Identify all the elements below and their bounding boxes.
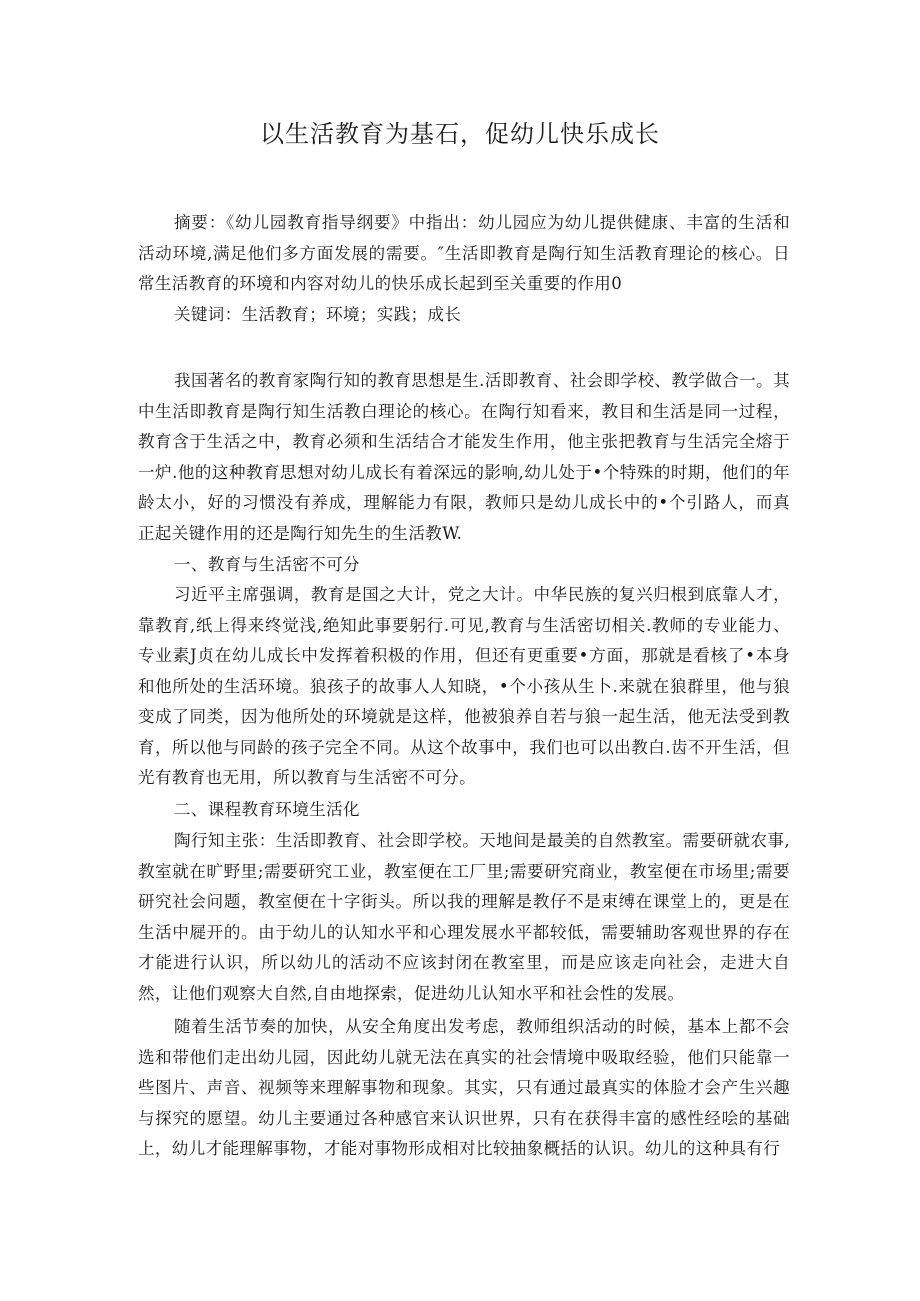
keywords-line: 关键词：生活教育；环境；实践；成长 (174, 305, 462, 324)
section1-paragraph: 习近平主席强调，教育是国之大计，党之大计。中华民族的复兴归根到底靠人才，靠教育,纸上得来终觉浅,绝知此事要躬行.可见,教育与生活密切相关.教师的专业能力、专业素J贞在幼儿成长中发挥着积极的作用，但还有更重要•方面，那就是看核了•本身和他所处的生活环境。狼孩子的故事人人知晓，•个小孩从生卜.来就在狼群里，他与狼变成了同类，因为他所处的环境就是这样，他被狼养自若与狼一起生活，他无法受到教育，所以他与同龄的孩子完全不同。从这个故事中，我们也可以出教白.齿不开生活，但光有教育也无用，所以教育与生活密不可分。 (138, 585, 790, 787)
section-heading-2: 二、课程教育环境生活化 (174, 800, 360, 819)
intro-paragraph: 我国著名的教育家陶行知的教育思想是生.活即教育、社会即学校、教学做合一。其中生活即教育是陶行知生活教白理论的核心。在陶行知看来，教目和生活是同一过程，教育含于生活之中，教育必须和生活结合才能发生作用，他主张把教育与生活完全熔于一炉.他的这种教育思想对幼儿成长有着深远的影响,幼儿处于•个特殊的时期，他们的年龄太小，好的习惯没有养成，理解能力有限，教师只是幼儿成长中的•个引路人，而真正起关键作用的还是陶行知先生的生活教W. (138, 371, 790, 543)
section2-paragraph-2: 随着生活节奏的加快，从安全角度出发考虑，教师组织活动的时候，基本上都不会选和带他们走出幼儿园，因此幼儿就无法在真实的社会情境中吸取经验，他们只能靠一些图片、声音、视频等来理解事物和现象。其实，只有通过最真实的体脸才会产生兴趣与探究的愿望。幼儿主要通过各种感官来认识世界，只有在获得丰富的感性经哙的基础上，幼儿才能理解事物，才能对事物形成相对比较抽象概括的认识。幼儿的这种具有行 (138, 1017, 790, 1158)
section-heading-1: 一、教育与生活密不可分 (174, 555, 360, 574)
page-title: 以生活教育为基石，促幼儿快乐成长 (260, 120, 660, 148)
abstract-paragraph: 摘要：《幼儿园教育指导纲要》中指出：幼儿园应为幼儿提供健康、丰富的生活和活动环境,满足他们多方面发展的需要。″生活即教育是陶行知生活教育理论的核心。日常生活教育的环境和内容对幼儿的快乐成长起到至关重要的作用0 (138, 213, 790, 293)
section2-paragraph-1: 陶行知主张：生活即教育、社会即学校。天地间是最美的自然教室。需要研就农事,教室就在旷野里;需要研究工业，教室便在工厂里;需要研究商业，教室便在市场里;需要研究社会问题，教室便在十字街头。所以我的理解是教仔不是束缚在课堂上的，更是在生活中屣开的。由于幼儿的认知水平和心理发展水平都较低，需要辅助客观世界的存在才能进行认识，所以幼儿的活动不应该封闭在教室里，而是应该走向社会，走进大自然，让他们观察大自然,自由地探索，促进幼儿认知水平和社会性的发展。 (138, 831, 790, 1003)
